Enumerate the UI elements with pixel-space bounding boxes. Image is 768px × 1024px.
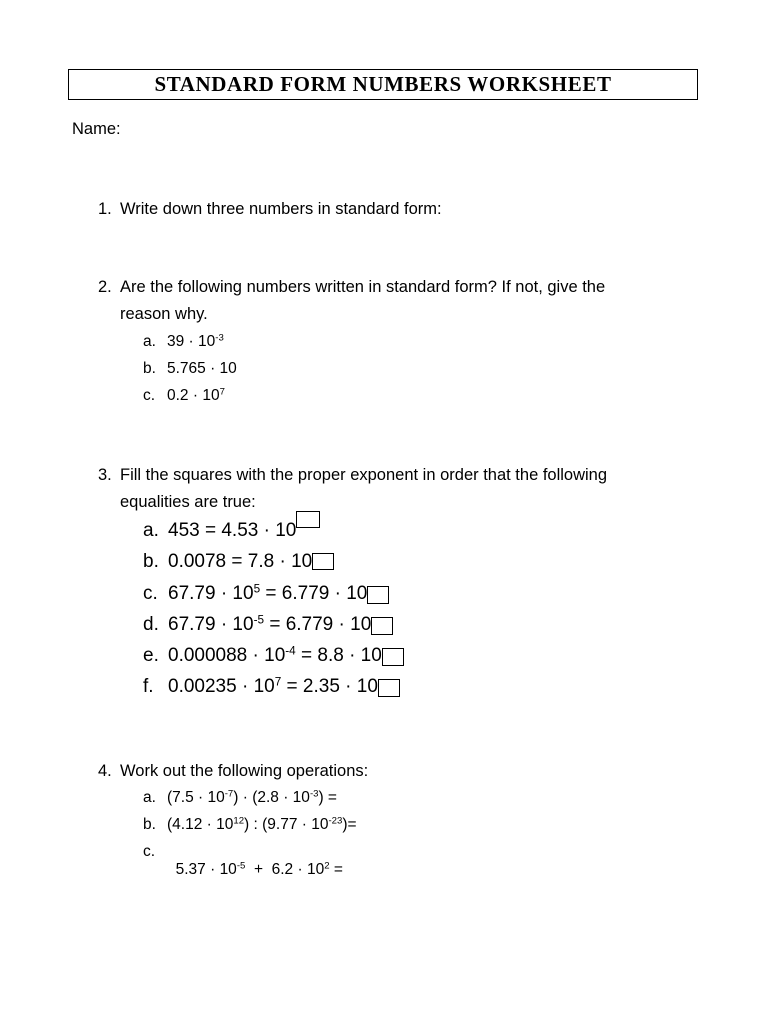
exponent: -5 <box>236 860 246 872</box>
answer-square[interactable] <box>312 553 334 570</box>
expression-left: 0.000088 · 10 <box>168 645 286 666</box>
question-3-item-f <box>143 676 154 698</box>
expression-part: ) · (2.8 · 10 <box>233 789 310 806</box>
item-letter: c. <box>143 583 158 604</box>
question-4-item-c-expression <box>167 843 343 879</box>
expression-right: = 6.779 · 10 <box>264 614 372 635</box>
expression-part: )= <box>342 816 357 833</box>
expression-left: 0.0078 = 7.8 · 10 <box>168 551 313 572</box>
question-3-item-d <box>143 614 159 636</box>
item-letter: a. <box>143 789 156 806</box>
question-3-item-e-expression <box>168 645 404 667</box>
question-3-item-a <box>143 520 159 542</box>
name-label: Name: <box>72 120 121 138</box>
question-4-text: Work out the following operations: <box>120 762 369 780</box>
exponent: 5 <box>253 582 261 596</box>
question-2-line-2: reason why. <box>120 305 208 323</box>
item-letter: a. <box>143 520 159 541</box>
question-4-item-a-expression <box>167 789 337 807</box>
question-3-number: 3. <box>98 466 112 484</box>
exponent: -23 <box>328 815 343 827</box>
exponent: -4 <box>285 644 296 658</box>
answer-square[interactable] <box>371 617 393 635</box>
answer-square[interactable] <box>367 586 389 604</box>
answer-square[interactable] <box>378 679 400 697</box>
question-3-line-2: equalities are true: <box>120 493 256 511</box>
page-title: STANDARD FORM NUMBERS WORKSHEET <box>154 72 612 96</box>
question-4-item <box>143 816 156 834</box>
item-letter: d. <box>143 614 159 635</box>
question-2-item <box>143 333 156 351</box>
expression-part: = <box>329 861 343 878</box>
question-4-item <box>143 843 155 861</box>
expression-right: = 2.35 · 10 <box>281 676 378 697</box>
question-4-number: 4. <box>98 762 112 780</box>
expression-part: + 6.2 · 10 <box>245 861 325 878</box>
question-4-item <box>143 789 156 807</box>
question-2-item <box>143 387 155 405</box>
item-letter: b. <box>143 551 159 572</box>
question-2-item-a-expression <box>167 333 224 351</box>
expression-base: 0.2 · 10 <box>167 387 220 404</box>
question-1-number: 1. <box>98 200 112 218</box>
item-letter: b. <box>143 816 156 833</box>
question-3-item-d-expression <box>168 614 393 636</box>
exponent: -3 <box>309 788 319 800</box>
exponent: -3 <box>215 332 224 344</box>
question-2-item <box>143 360 156 378</box>
exponent: 7 <box>219 386 225 398</box>
question-3-item-b-expression <box>168 551 334 573</box>
expression-part: (4.12 · 10 <box>167 816 234 833</box>
question-3-item-b <box>143 551 159 573</box>
item-letter: a. <box>143 333 156 350</box>
exponent: -7 <box>224 788 234 800</box>
item-letter: b. <box>143 360 156 377</box>
expression-part: ) = <box>318 789 337 806</box>
exponent: 7 <box>274 675 282 689</box>
question-2-line-1: Are the following numbers written in standard form? If not, give the <box>120 278 606 296</box>
question-3-item-a-expression <box>168 520 320 542</box>
question-2-item-c-expression <box>167 387 225 405</box>
question-2-number: 2. <box>98 278 112 296</box>
item-letter: e. <box>143 645 159 666</box>
expression-right: = 6.779 · 10 <box>260 583 368 604</box>
question-2-item-b-expression <box>167 360 237 378</box>
expression-base: 5.765 · 10 <box>167 360 237 377</box>
exponent: 2 <box>324 860 330 872</box>
title-box <box>68 69 698 100</box>
question-4-item-b-expression <box>167 816 357 834</box>
expression-part: (7.5 · 10 <box>167 789 225 806</box>
question-3-line-1: Fill the squares with the proper exponent in order that the following <box>120 466 608 484</box>
item-letter: f. <box>143 676 154 697</box>
expression-part: 5.37 · 10 <box>175 861 237 878</box>
expression-part: ) : (9.77 · 10 <box>244 816 329 833</box>
expression-base: 39 · 10 <box>167 333 216 350</box>
item-letter: c. <box>143 843 156 860</box>
item-letter: c. <box>143 387 156 404</box>
question-1-text: Write down three numbers in standard form: <box>120 200 442 218</box>
expression-left: 67.79 · 10 <box>168 583 254 604</box>
answer-square[interactable] <box>382 648 404 666</box>
question-3-item-c <box>143 583 158 605</box>
expression-left: 67.79 · 10 <box>168 614 254 635</box>
expression-right: = 8.8 · 10 <box>295 645 382 666</box>
expression-left: 453 = 4.53 · 10 <box>168 520 297 541</box>
question-3-item-f-expression <box>168 676 400 698</box>
question-3-item-e <box>143 645 159 667</box>
exponent: -5 <box>253 613 265 627</box>
expression-left: 0.00235 · 10 <box>168 676 275 697</box>
answer-square[interactable] <box>296 511 320 528</box>
question-3-item-c-expression <box>168 583 389 605</box>
exponent: 12 <box>233 815 245 827</box>
